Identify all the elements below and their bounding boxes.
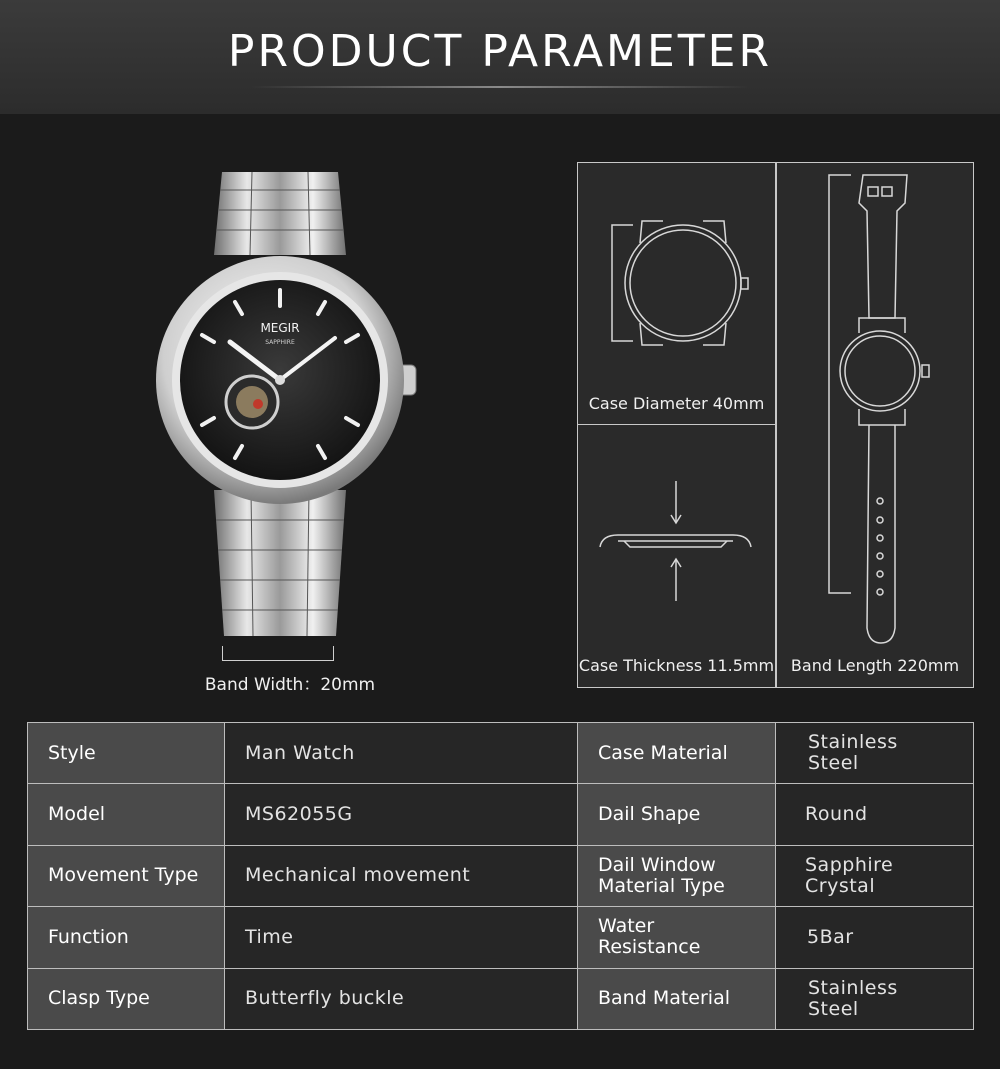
- spec-value: Man Watch: [225, 723, 578, 784]
- watch-brand: MEGIR: [260, 321, 300, 335]
- spec-value: Time: [225, 907, 578, 968]
- table-row: [28, 845, 974, 906]
- spec-key: Movement Type: [28, 845, 225, 906]
- header-banner: [0, 0, 1000, 114]
- spec-key: Function: [28, 907, 225, 968]
- spec-key: Case Material: [578, 723, 776, 784]
- table-row: [28, 723, 974, 784]
- band-width-label: Band Width：20mm: [204, 675, 376, 695]
- spec-value: Sapphire Crystal: [776, 845, 974, 906]
- spec-key: Dail Window Material Type: [578, 845, 776, 906]
- spec-key: Band Material: [578, 968, 776, 1029]
- spec-table: [27, 722, 974, 1030]
- spec-value: Stainless Steel: [776, 723, 974, 784]
- case-diameter-diagram: [577, 162, 776, 426]
- title-underline: [250, 86, 750, 88]
- spec-key: Style: [28, 723, 225, 784]
- spec-key: Model: [28, 784, 225, 845]
- watch-product-image: [140, 160, 440, 650]
- case-thickness-diagram: [577, 424, 776, 688]
- table-row: [28, 907, 974, 968]
- spec-value: 5Bar: [776, 907, 974, 968]
- case-diameter-label: Case Diameter 40mm: [588, 394, 765, 413]
- page-title: PRODUCT PARAMETER: [227, 26, 773, 77]
- spec-value: Mechanical movement: [225, 845, 578, 906]
- table-row: [28, 784, 974, 845]
- spec-value: Stainless Steel: [776, 968, 974, 1029]
- spec-key: Clasp Type: [28, 968, 225, 1029]
- table-row: [28, 968, 974, 1029]
- spec-key: Water Resistance: [578, 907, 776, 968]
- spec-value: Round: [776, 784, 974, 845]
- watch-sub: SAPPHIRE: [265, 339, 295, 346]
- band-width-bracket: [222, 646, 334, 661]
- band-length-label: Band Length 220mm: [790, 656, 960, 675]
- spec-value: Butterfly buckle: [225, 968, 578, 1029]
- band-length-diagram: [776, 162, 974, 688]
- case-thickness-label: Case Thickness 11.5mm: [578, 656, 775, 675]
- spec-key: Dail Shape: [578, 784, 776, 845]
- spec-value: MS62055G: [225, 784, 578, 845]
